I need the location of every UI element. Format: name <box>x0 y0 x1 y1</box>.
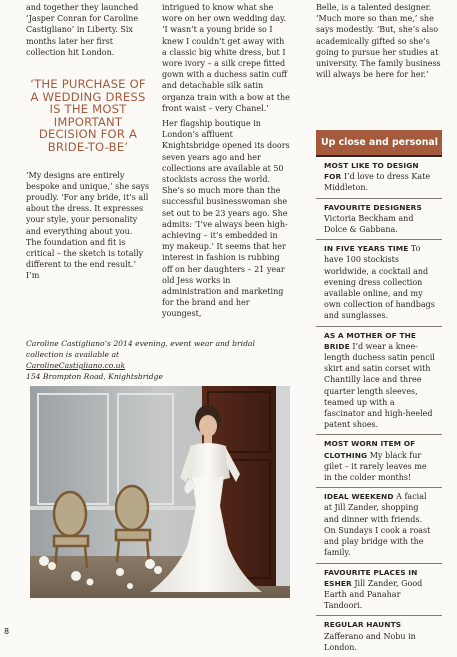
body-paragraph: Her flagship boutique in London’s affluent Knightsbridge opened its doors seven years ago and her collections are available at 50 stockists across the world. She’s so much more than the successful businesswoman she set out to be 23 years ago. She admits: ‘I’ve always been high-achieving – it’s embedded in my makeup.’ It seems that her interest in fashion is rubbing off on her daughters – 21 year old Jess works in administration and marketing for the brand and her youngest, <box>162 119 290 319</box>
sidebar-item <box>316 488 442 563</box>
article-column-2 <box>162 2 290 320</box>
pull-quote: ‘THE PURCHASE OF A WEDDING DRESS IS THE MOST IMPORTANT DECISION FOR A BRIDE-TO-BE’ <box>30 77 146 154</box>
sidebar-item <box>316 327 442 436</box>
sidebar-item-heading: AS A MOTHER OF THE BRIDE <box>324 330 417 351</box>
body-paragraph: and together they launched ‘Jasper Conran for Caroline Castigliano’ in Liberty. Six months later her first collection hit London. <box>26 3 139 57</box>
sidebar-item <box>316 616 442 657</box>
sidebar-item-text: My black fur gilet – it rarely leaves me in the colder months! <box>324 450 427 483</box>
sidebar-item-text: Jill Zander, Good Earth and Panahar Tandoori. <box>324 578 423 611</box>
sidebar-item <box>316 157 442 199</box>
sidebar-item-heading: IDEAL WEEKEND <box>324 492 394 502</box>
article-column-3 <box>316 2 442 80</box>
sidebar-item-text: Zafferano and Nobu in London. <box>324 631 416 652</box>
sidebar-item-text: I’d love to dress Kate Middleton. <box>324 172 431 193</box>
caption-address: 154 Brompton Road, Knightsbridge <box>26 372 164 381</box>
caption-line: Caroline Castigliano’s 2014 evening, event wear and bridal collection is available at <box>26 339 255 359</box>
bridal-photo-illustration <box>30 386 290 598</box>
body-paragraph: intrigued to know what she wore on her own wedding day. ‘I wasn’t a young bride so I knew I couldn’t get away with a classic big white dress, but I wore ivory – a silk crepe fitted gown with a duchess satin cuff and detachable silk satin organza train with a bow at the front waist – very Chanel.’ <box>162 3 290 113</box>
sidebar-item <box>316 199 442 241</box>
sidebar-item-text: I’d wear a knee-length duchess satin pencil skirt and satin corset with Chantilly lace and three quarter length sleeves, teamed up with a fascinator and high-heeled patent shoes. <box>324 341 435 430</box>
sidebar-item-heading: FAVOURITE PLACES IN ESHER <box>324 567 418 588</box>
sidebar-item-heading: IN FIVE YEARS TIME <box>324 244 409 254</box>
sidebar-item-heading: REGULAR HAUNTS <box>324 620 402 630</box>
sidebar-item-text: A facial at Jill Zander, shopping and dinner with friends. On Sundays I cook a roast and play bridge with the family. <box>324 492 431 558</box>
bridal-photo <box>30 386 290 598</box>
sidebar-item-heading: MOST LIKE TO DESIGN FOR <box>324 161 419 182</box>
sidebar-item-heading: MOST WORN ITEM OF CLOTHING <box>324 439 416 460</box>
sidebar-list <box>316 157 442 657</box>
body-paragraph: Belle, is a talented designer. ‘Much more so than me,’ she says modestly. ‘But, she’s also academically gifted so she’s going to pursue her studies at university. The family business will always be here for her.’ <box>316 3 441 80</box>
sidebar-item <box>316 564 442 617</box>
up-close-sidebar <box>316 130 442 657</box>
sidebar-item-text: To have 100 stockists worldwide, a cocktail and evening dress collection available online, and my own collection of handbags and sunglasses. <box>324 244 435 321</box>
article-column-1 <box>26 2 150 282</box>
sidebar-item <box>316 435 442 488</box>
caption-website: CarolineCastigliano.co.uk <box>26 361 126 370</box>
page-number: 8 <box>4 627 10 636</box>
sidebar-item-heading: FAVOURITE DESIGNERS <box>324 202 422 212</box>
sidebar-title: Up close and personal <box>316 130 442 157</box>
photo-caption <box>26 338 290 382</box>
body-paragraph: ‘My designs are entirely bespoke and unique,’ she says proudly. ‘For any bride, it’s all about the dress. It expresses your style, your personality and everything about you. The foundation and fit is critical – the sketch is totally different to the end result.’ I’m <box>26 170 150 281</box>
sidebar-item-text: Victoria Beckham and Dolce & Gabbana. <box>324 213 414 235</box>
sidebar-item <box>316 240 442 326</box>
